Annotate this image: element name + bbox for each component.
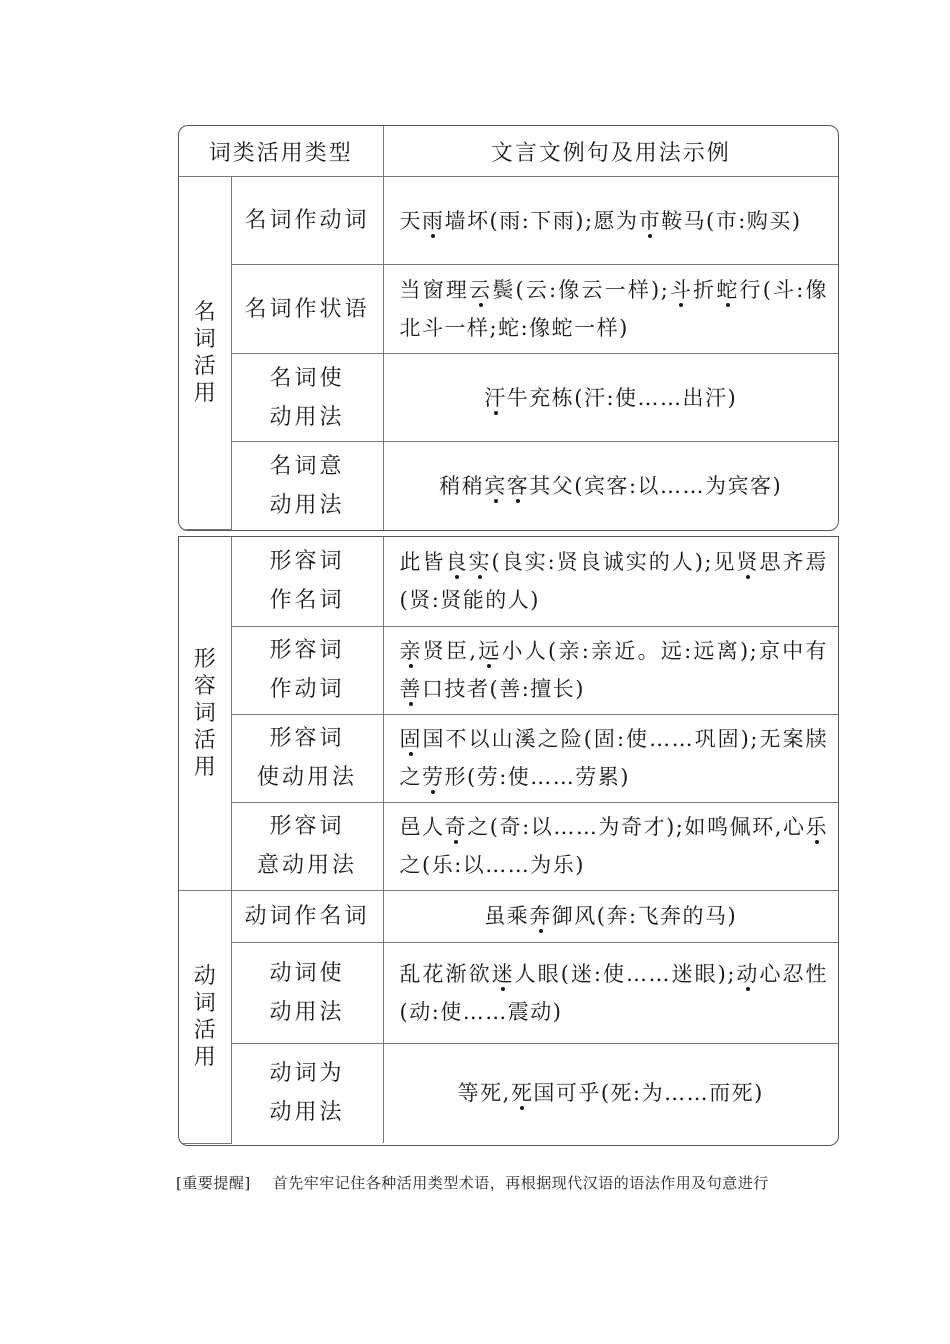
type-line: 使动用法 — [256, 765, 357, 790]
type-cell — [231, 537, 383, 626]
example-cell: 等死,死国可乎(死:为……而死) — [383, 1043, 838, 1143]
type-line: 动用法 — [269, 492, 345, 518]
table-row — [179, 537, 838, 626]
example-cell: 固国不以山溪之险(固:使……巩固);无案牍之劳形(劳:使……劳累) — [383, 714, 838, 802]
table-row — [179, 626, 838, 714]
type-line: 名词意 — [269, 453, 345, 479]
example-cell: 当窗理云鬓(云:像云一样);斗折蛇行(斗:像北斗一样;蛇:像蛇一样) — [383, 265, 838, 354]
table-row — [179, 942, 838, 1043]
example-cell: 天雨墙坏(雨:下雨);愿为市鞍马(市:购买) — [383, 177, 838, 265]
type-line: 动词使 — [269, 960, 345, 986]
type-line: 名词作动词 — [244, 208, 370, 233]
group-label-adjective: 形容词活用 — [179, 537, 231, 890]
type-line: 动用法 — [269, 404, 345, 430]
table-row — [179, 354, 838, 442]
type-cell — [231, 890, 383, 942]
word-usage-table-part2 — [178, 536, 839, 1146]
type-cell — [231, 354, 383, 442]
type-cell — [231, 442, 383, 530]
type-line: 名词使 — [269, 365, 345, 391]
example-cell: 稍稍宾客其父(宾客:以……为宾客) — [383, 442, 838, 530]
type-line: 作动词 — [269, 677, 345, 702]
table-row — [179, 714, 838, 802]
header-type: 词类活用类型 — [179, 126, 383, 177]
important-note — [176, 1172, 769, 1193]
type-line: 形容词 — [269, 814, 345, 839]
type-cell — [231, 177, 383, 265]
example-cell: 亲贤臣,远小人(亲:亲近。远:远离);京中有善口技者(善:擅长) — [383, 626, 838, 714]
table-row — [179, 265, 838, 354]
table-header-row — [179, 126, 838, 177]
table-row — [179, 890, 838, 942]
example-cell: 虽乘奔御风(奔:飞奔的马) — [383, 890, 838, 942]
group-label-verb: 动词活用 — [179, 890, 231, 1143]
type-cell — [231, 714, 383, 802]
note-text: 首先牢牢记住各种活用类型术语，再根据现代汉语的语法作用及句意进行 — [272, 1174, 769, 1192]
table-row — [179, 1043, 838, 1143]
type-cell — [231, 265, 383, 354]
type-line: 形容词 — [269, 638, 345, 663]
type-cell — [231, 1043, 383, 1143]
type-line: 作名词 — [269, 588, 345, 614]
example-cell: 乱花渐欲迷人眼(迷:使……迷眼);动心忍性(动:使……震动) — [383, 942, 838, 1043]
type-line: 动词为 — [269, 1061, 345, 1087]
type-line: 形容词 — [269, 549, 345, 575]
note-tag: [重要提醒] — [176, 1174, 251, 1192]
type-line: 形容词 — [269, 726, 345, 751]
type-line: 意动用法 — [256, 853, 357, 878]
table-row — [179, 802, 838, 890]
type-line: 动用法 — [269, 1100, 345, 1126]
example-cell: 此皆良实(良实:贤良诚实的人);见贤思齐焉(贤:贤能的人) — [383, 537, 838, 626]
type-cell — [231, 942, 383, 1043]
header-example: 文言文例句及用法示例 — [383, 126, 838, 177]
word-usage-table-part1 — [178, 125, 839, 531]
type-cell — [231, 626, 383, 714]
type-line: 动用法 — [269, 999, 345, 1025]
type-cell — [231, 802, 383, 890]
group-label-noun: 名词活用 — [179, 177, 231, 530]
example-cell: 邑人奇之(奇:以……为奇才);如鸣佩环,心乐之(乐:以……为乐) — [383, 802, 838, 890]
table-row — [179, 442, 838, 530]
type-line: 动词作名词 — [244, 903, 370, 929]
example-cell: 汗牛充栋(汗:使……出汗) — [383, 354, 838, 442]
table-row — [179, 177, 838, 265]
type-line: 名词作状语 — [244, 296, 370, 322]
